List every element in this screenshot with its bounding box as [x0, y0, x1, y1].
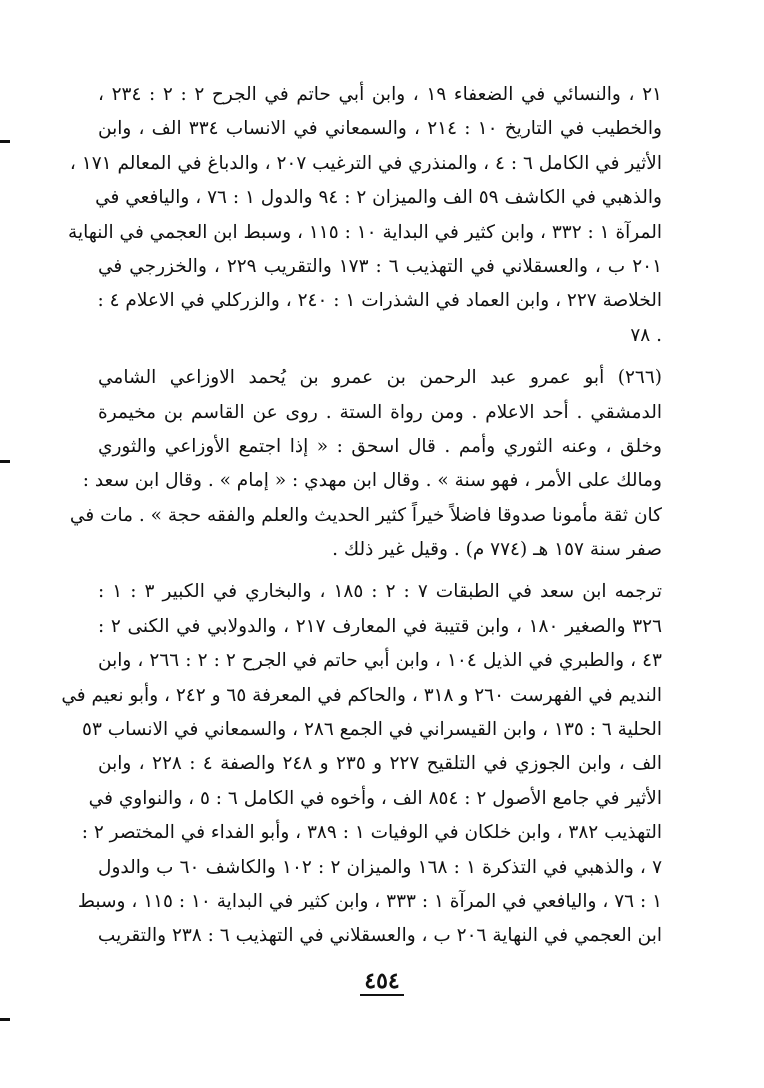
text-line: (٢٦٦) أبو عمرو عبد الرحمن بن عمرو بن يُحمد الاوزاعي الشامي — [98, 367, 662, 389]
text-line: كان ثقة مأمونا صدوقا فاضلاً خيراً كثير الحديث والعلم والفقه حجة » . مات في — [69, 504, 662, 526]
text-line: المرآة ١ : ٣٣٢ ، وابن كثير في البداية ١٠ : ١١٥ ، وسبط ابن العجمي في النهاية — [68, 221, 662, 243]
references-paragraph-1 — [68, 78, 663, 353]
text-line: ومالك على الأمر ، فهو سنة » . وقال ابن مهدي : « إمام » . وقال ابن سعد : — [82, 470, 662, 492]
page-number-text: ٤٥٤ — [360, 968, 403, 996]
text-line: صفر سنة ١٥٧ هـ (٧٧٤ م) . وقيل غير ذلك . — [332, 539, 662, 561]
text-line: الخلاصة ٢٢٧ ، وابن العماد في الشذرات ١ : ٢٤٠ ، والزركلي في الاعلام ٤ : — [97, 290, 662, 312]
text-line: ١ : ٧٦ ، واليافعي في المرآة ١ : ٣٣٣ ، وابن كثير في البداية ١٠ : ١١٥ ، وسبط — [77, 890, 662, 912]
text-line: ٣٢٦ والصغير ١٨٠ ، وابن قتيبة في المعارف ٢١٧ ، والدولابي في الكنى ٢ : — [98, 615, 663, 637]
text-line: الأثير في جامع الأصول ٢ : ٨٥٤ الف ، وأخوه في الكامل ٦ : ٥ ، والنواوي في — [88, 787, 662, 809]
text-line: وخلق ، وعنه الثوري وأمم . قال اسحق : « إذا اجتمع الأوزاعي والثوري — [98, 435, 662, 457]
scan-edge-mark — [0, 1018, 10, 1021]
text-line: . ٧٨ — [630, 324, 662, 346]
text-line: ٢٠١ ب ، والعسقلاني في التهذيب ٦ : ١٧٣ والتقريب ٢٢٩ ، والخزرجي في — [98, 255, 663, 277]
page-body — [61, 78, 663, 954]
text-line: والذهبي في الكاشف ٥٩ الف والميزان ٢ : ٩٤ والدول ١ : ٧٦ ، واليافعي في — [95, 187, 662, 209]
scan-edge-mark — [0, 140, 10, 143]
references-paragraph-2 — [61, 575, 663, 953]
text-line: ٤٣ ، والطبري في الذيل ١٠٤ ، وابن أبي حاتم في الجرح ٢ : ٢ : ٢٦٦ ، وابن — [98, 650, 662, 672]
text-line: الأثير في الكامل ٦ : ٤ ، والمنذري في الترغيب ٢٠٧ ، والدباغ في المعالم ١٧١ ، — [69, 152, 662, 174]
text-line: الف ، وابن الجوزي في التلقيح ٢٢٧ و ٢٣٥ و ٢٤٨ والصفة ٤ : ٢٢٨ ، وابن — [98, 753, 662, 775]
text-line: ابن العجمي في النهاية ٢٠٦ ب ، والعسقلاني في التهذيب ٦ : ٢٣٨ والتقريب — [97, 925, 662, 947]
text-line: التهذيب ٣٨٢ ، وابن خلكان في الوفيات ١ : ٣٨٩ ، وأبو الفداء في المختصر ٢ : — [81, 822, 662, 844]
text-line: والخطيب في التاريخ ١٠ : ٢١٤ ، والسمعاني في الانساب ٣٣٤ الف ، وابن — [98, 118, 662, 140]
text-line: الحلية ٦ : ١٣٥ ، وابن القيسراني في الجمع ٢٨٦ ، والسمعاني في الانساب ٥٣ — [82, 719, 662, 741]
text-line: ٧ ، والذهبي في التذكرة ١ : ١٦٨ والميزان ٢ : ١٠٢ والكاشف ٦٠ ب والدول — [98, 856, 663, 878]
page-number — [0, 968, 764, 994]
text-line: الدمشقي . أحد الاعلام . ومن رواة الستة . روى عن القاسم بن مخيمرة — [98, 401, 662, 423]
text-line: ترجمه ابن سعد في الطبقات ٧ : ٢ : ١٨٥ ، والبخاري في الكبير ٣ : ١ : — [98, 581, 663, 603]
text-line: النديم في الفهرست ٢٦٠ و ٣١٨ ، والحاكم في المعرفة ٦٥ و ٢٤٢ ، وأبو نعيم في — [61, 684, 662, 706]
text-line: ٢١ ، والنسائي في الضعفاء ١٩ ، وابن أبي حاتم في الجرح ٢ : ٢ : ٢٣٤ ، — [98, 84, 662, 105]
scan-edge-mark — [0, 460, 10, 463]
biography-entry-266 — [69, 361, 662, 567]
